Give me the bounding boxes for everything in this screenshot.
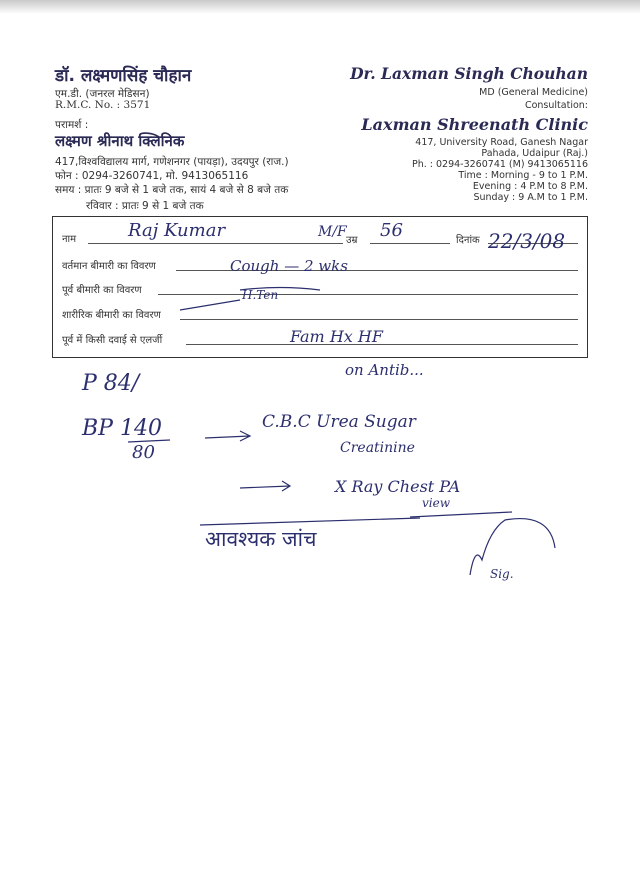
consultation-label-english: Consultation: [524, 100, 588, 111]
time-english: Time : Morning - 9 to 1 P.M. [458, 170, 588, 181]
doctor-name-english: Dr. Laxman Singh Chouhan [350, 64, 588, 83]
phone-hindi: फोन : 0294-3260741, मो. 9413065116 [55, 170, 249, 182]
physical-illness-label: शारीरिक बीमारी का विवरण [62, 310, 161, 321]
hw-present-illness: Cough — 2 wks [230, 257, 348, 275]
clinic-name-english: Laxman Shreenath Clinic [361, 115, 588, 134]
hw-signature: Sig. [490, 567, 514, 581]
hw-date: 22/3/08 [488, 229, 566, 253]
consultation-label-hindi: परामर्श : [55, 119, 89, 131]
sunday-timing-hindi: रविवार : प्रातः 9 से 1 बजे तक [86, 200, 204, 212]
doctor-name-hindi: डॉ. लक्ष्मणसिंह चौहान [55, 66, 192, 86]
past-illness-label: पूर्व बीमारी का विवरण [62, 285, 142, 296]
address-hindi: 417,विश्वविद्यालय मार्ग, गणेशनगर (पायड़ा), उदयपुर (राज.) [55, 156, 289, 168]
hw-investigation-3: X Ray Chest PA [335, 477, 461, 496]
hw-advice-topline [200, 518, 420, 525]
age-label: उम्र [346, 235, 358, 246]
degree-english: MD (General Medicine) [479, 87, 588, 98]
hw-allergy: Fam Hx HF [290, 327, 383, 346]
address-line2-english: Pahada, Udaipur (Raj.) [481, 148, 588, 159]
date-label: दिनांक [456, 235, 480, 246]
address-line1-english: 417, University Road, Ganesh Nagar [415, 137, 588, 148]
sunday-english: Sunday : 9 A.M to 1 P.M. [473, 192, 588, 203]
hw-investigation-2: Creatinine [340, 440, 415, 456]
hw-investigation-4: view [422, 496, 450, 510]
degree-hindi: एम.डी. (जनरल मेडिसन) [55, 88, 150, 100]
hw-sex: M/F [318, 224, 347, 240]
evening-english: Evening : 4 P.M to 8 P.M. [472, 181, 588, 192]
rmc-number: R.M.C. No. : 3571 [55, 99, 151, 111]
name-label: नाम [62, 234, 77, 245]
hw-note-top: on Antib... [345, 361, 424, 379]
allergy-label: पूर्व में किसी दवाई से एलर्जी [62, 335, 163, 346]
hw-underline [410, 512, 512, 517]
timing-hindi: समय : प्रातः 9 बजे से 1 बजे तक, सायं 4 बजे से 8 बजे तक [55, 184, 289, 196]
phone-english: Ph. : 0294-3260741 (M) 9413065116 [411, 159, 588, 170]
hw-bp-diastolic: 80 [132, 442, 155, 463]
present-illness-label: वर्तमान बीमारी का विवरण [62, 261, 156, 272]
hw-advice-hindi: आवश्यक जांच [205, 527, 317, 551]
hw-past-illness: H.Ten [242, 288, 279, 302]
arrow-icon-2 [240, 481, 290, 491]
hw-patient-name: Raj Kumar [128, 220, 226, 241]
hw-age: 56 [380, 220, 403, 241]
arrow-icon [205, 431, 250, 441]
clinic-name-hindi: लक्ष्मण श्रीनाथ क्लिनिक [55, 132, 185, 150]
hw-bp-systolic: BP 140 [82, 416, 162, 441]
hw-investigation-1: C.B.C Urea Sugar [262, 412, 416, 432]
hw-pulse: P 84/ [82, 371, 140, 396]
hw-stroke-1 [180, 300, 240, 310]
